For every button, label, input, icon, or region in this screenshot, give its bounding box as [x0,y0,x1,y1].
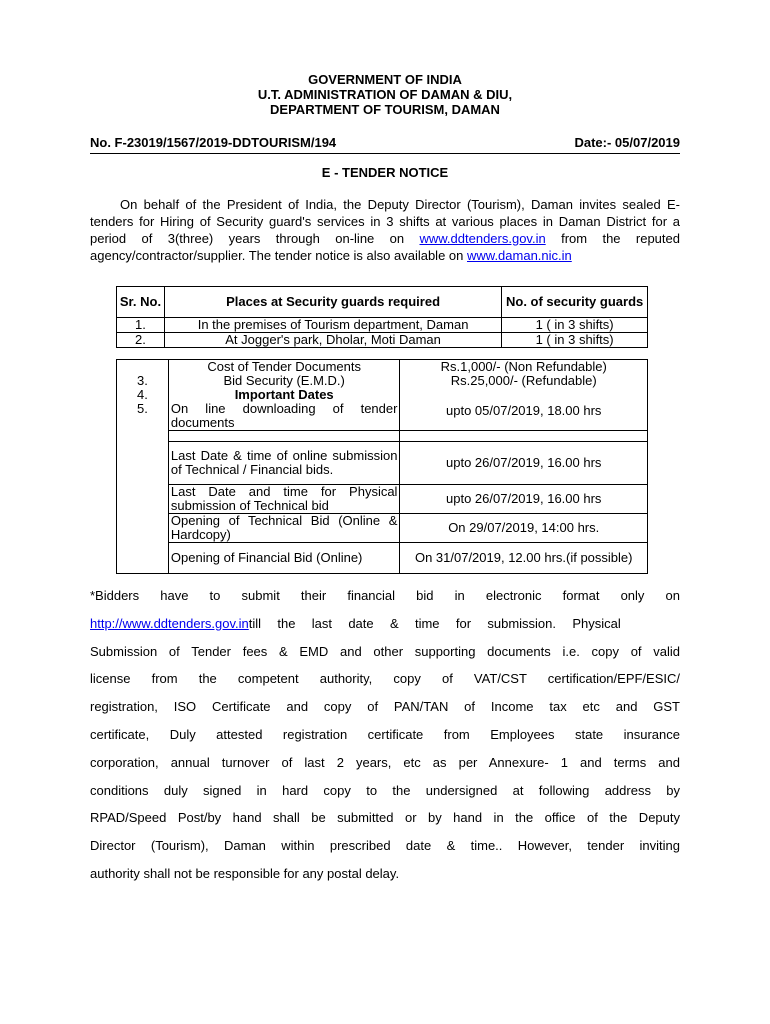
table-row-spacer [117,431,648,442]
header-divider [90,153,680,154]
bidders-line-2: http://www.ddtenders.gov.intill the last date & time for submission. Physical [90,615,621,631]
table-row [117,485,648,514]
row-sr: 3. 4. 5. [117,360,169,431]
value-bid-security: Rs.25,000/- (Refundable) [450,373,597,388]
bidders-line-5: registration, ISO Certificate and copy of PAN/TAN of Income tax etc and GST [90,699,680,715]
row-sr: 2. [117,333,165,348]
table-row [117,442,648,485]
value-technical-opening: On 29/07/2019, 14:00 hrs. [400,514,648,543]
ddtenders-link[interactable]: www.ddtenders.gov.in [419,231,546,246]
table-row [117,543,648,574]
notice-date: Date:- 05/07/2019 [574,135,680,150]
header-government: GOVERNMENT OF INDIA [308,72,462,87]
bidders-line-10: Director (Tourism), Daman within prescribed date & time.. However, tender inviting [90,838,680,854]
row-guards: 1 ( in 3 shifts) [502,318,648,333]
bidders-line-1: *Bidders have to submit their financial bid in electronic format only on [90,588,680,603]
daman-nic-link[interactable]: www.daman.nic.in [467,248,572,263]
bidders-paragraph [90,582,680,888]
bidders-line-8: conditions duly signed in hard copy to the undersigned at following address by [90,782,680,798]
bidders-line-9: RPAD/Speed Post/by hand shall be submitted or by hand in the office of the Deputy [90,810,680,826]
notice-title: E - TENDER NOTICE [321,165,449,180]
label-physical-submission: Last Date and time for Physical submission of Technical bid [168,485,400,514]
header-guards: No. of security guards [502,287,648,318]
value-online-submission: upto 26/07/2019, 16.00 hrs [400,442,648,485]
reference-number: No. F-23019/1567/2019-DDTOURISM/194 [90,135,337,150]
table-row [117,333,648,348]
header-sr-no: Sr. No. [117,287,165,318]
table-row [117,318,648,333]
tender-details-table [116,359,648,574]
header-administration: U.T. ADMINISTRATION OF DAMAN & DIU, [257,87,513,102]
header-places: Places at Security guards required [164,287,501,318]
row-place: At Jogger's park, Dholar, Moti Daman [164,333,501,348]
header-department: DEPARTMENT OF TOURISM, DAMAN [270,102,500,117]
row-sr: 1. [117,318,165,333]
cost-and-security-values [400,360,648,431]
reference-line [90,135,680,150]
places-table [116,286,648,348]
value-financial-opening: On 31/07/2019, 12.00 hrs.(if possible) [400,543,648,574]
intro-text-1: On behalf of the President of India, the Deputy Director (Tourism), Daman invites sealed E-tenders for Hiring of Security guard's services in 3 shifts at various places in Daman District for a period of 3(three) years through on-line on [90,197,680,246]
value-download: upto 05/07/2019, 18.00 hrs [446,403,602,418]
bidders-line-3: Submission of Tender fees & EMD and other supporting documents i.e. copy of valid [90,643,680,659]
value-cost: Rs.1,000/- (Non Refundable) [440,359,607,374]
row-guards: 1 ( in 3 shifts) [502,333,648,348]
label-online-submission: Last Date & time of online submission of Technical / Financial bids. [168,442,400,485]
label-financial-opening: Opening of Financial Bid (Online) [168,543,400,574]
ddtenders-http-link[interactable]: http://www.ddtenders.gov.in [90,615,249,631]
table-row [117,514,648,543]
bidders-line-6: certificate, Duly attested registration certificate from Employees state insurance [90,726,680,742]
label-download: On line downloading of tender documents [170,401,398,430]
label-important-dates: Important Dates [234,387,334,402]
label-cost: Cost of Tender Documents [207,359,361,374]
label-bid-security: Bid Security (E.M.D.) [223,373,345,388]
table-header-row [117,287,648,318]
bidders-line-11: authority shall not be responsible for any postal delay. [90,865,400,881]
bidders-line-4: license from the competent authority, copy of VAT/CST certification/EPF/ESIC/ [90,671,680,687]
intro-text-2: from the reputed agency/contractor/supplier. The tender notice is also available on [90,231,680,263]
label-technical-opening: Opening of Technical Bid (Online & Hardcopy) [168,514,400,543]
cost-and-security-labels [168,360,400,431]
row-place: In the premises of Tourism department, Daman [164,318,501,333]
value-physical-submission: upto 26/07/2019, 16.00 hrs [400,485,648,514]
table-row [117,360,648,431]
intro-paragraph [90,196,680,264]
bidders-line-7: corporation, annual turnover of last 2 years, etc as per Annexure- 1 and terms and [90,754,680,770]
